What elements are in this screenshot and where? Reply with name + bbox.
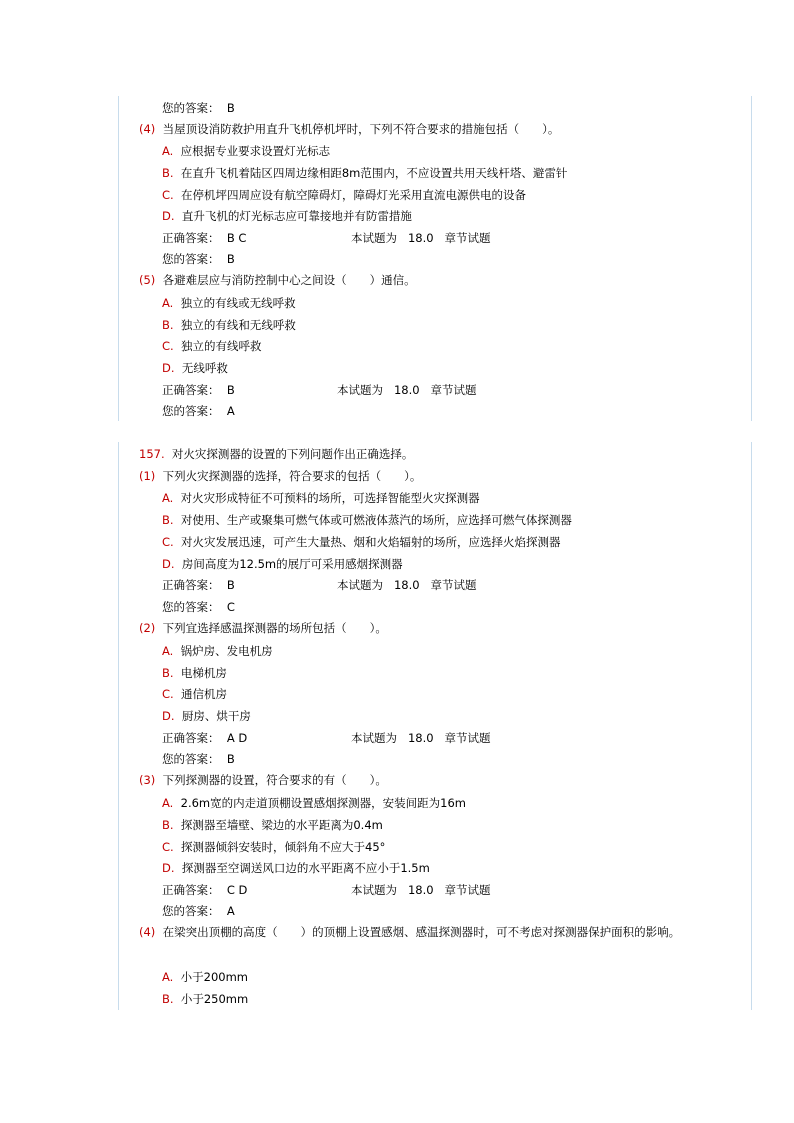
option-text: 对火灾形成特征不可预料的场所，可选择智能型火灾探测器 bbox=[180, 491, 480, 505]
correct-answer-value: B bbox=[226, 578, 235, 592]
question-text: 下列探测器的设置，符合要求的有（ ）。 bbox=[162, 773, 387, 787]
option-letter: C. bbox=[162, 687, 174, 701]
option-letter: A. bbox=[162, 491, 174, 505]
option-letter: D. bbox=[162, 861, 175, 875]
chapter-label: 章节试题 bbox=[430, 383, 477, 397]
option-text: 厨房、烘干房 bbox=[181, 709, 251, 723]
option-a bbox=[162, 795, 466, 811]
option-letter: B. bbox=[162, 992, 174, 1006]
score-value: 18.0 bbox=[407, 231, 434, 245]
question-2 bbox=[139, 620, 387, 636]
option-d bbox=[162, 208, 412, 224]
option-letter: D. bbox=[162, 209, 175, 223]
option-d bbox=[162, 556, 403, 572]
question-number: (4) bbox=[139, 122, 156, 136]
correct-answer-row bbox=[162, 382, 235, 398]
option-d bbox=[162, 360, 228, 376]
question-number: (2) bbox=[139, 621, 156, 635]
option-b bbox=[162, 817, 383, 833]
option-text: 2.6m宽的内走道顶棚设置感烟探测器，安装间距为16m bbox=[180, 796, 466, 810]
score-label: 本试题为 bbox=[351, 883, 397, 897]
option-a bbox=[162, 490, 480, 506]
chapter-label: 章节试题 bbox=[444, 731, 491, 745]
question-text: 下列宜选择感温探测器的场所包括（ ）。 bbox=[162, 621, 387, 635]
option-letter: A. bbox=[162, 144, 174, 158]
option-letter: B. bbox=[162, 666, 174, 680]
your-answer-label: 您的答案： bbox=[162, 600, 220, 614]
your-answer-value: C bbox=[226, 600, 235, 614]
score-value: 18.0 bbox=[393, 578, 420, 592]
option-c bbox=[162, 338, 262, 354]
option-letter: C. bbox=[162, 188, 174, 202]
option-b bbox=[162, 317, 296, 333]
chapter-label: 章节试题 bbox=[444, 883, 491, 897]
correct-answer-label: 正确答案： bbox=[162, 731, 220, 745]
option-text: 对火灾发展迅速，可产生大量热、烟和火焰辐射的场所，应选择火焰探测器 bbox=[181, 535, 561, 549]
option-c bbox=[162, 686, 227, 702]
correct-answer-row bbox=[162, 577, 235, 593]
correct-answer-label: 正确答案： bbox=[162, 231, 220, 245]
question-3 bbox=[139, 772, 387, 788]
option-letter: A. bbox=[162, 970, 174, 984]
question-text: 在梁突出顶棚的高度（ ）的顶棚上设置感烟、感温探测器时，可不考虑对探测器保护面积的影响。 bbox=[162, 925, 681, 939]
your-answer-label: 您的答案： bbox=[162, 752, 220, 766]
question-group-text: 对火灾探测器的设置的下列问题作出正确选择。 bbox=[171, 447, 414, 461]
option-text: 在停机坪四周应设有航空障碍灯，障碍灯光采用直流电源供电的设备 bbox=[181, 188, 526, 202]
question-text: 下列火灾探测器的选择，符合要求的包括（ ）。 bbox=[162, 469, 422, 483]
your-answer-row bbox=[162, 751, 235, 767]
correct-answer-value: B bbox=[226, 383, 235, 397]
option-letter: D. bbox=[162, 557, 175, 571]
option-letter: A. bbox=[162, 644, 174, 658]
option-text: 无线呼救 bbox=[181, 361, 228, 375]
option-b bbox=[162, 512, 572, 528]
option-letter: D. bbox=[162, 709, 175, 723]
correct-answer-row bbox=[162, 730, 247, 746]
score-row bbox=[337, 577, 477, 593]
option-text: 在直升飞机着陆区四周边缘相距8m范围内，不应设置共用天线杆塔、避雷针 bbox=[180, 166, 568, 180]
option-text: 直升飞机的灯光标志应可靠接地并有防雷措施 bbox=[181, 209, 412, 223]
option-a bbox=[162, 643, 273, 659]
option-c bbox=[162, 839, 385, 855]
option-text: 独立的有线或无线呼救 bbox=[180, 296, 296, 310]
option-letter: C. bbox=[162, 535, 174, 549]
your-answer-label: 您的答案： bbox=[162, 404, 220, 418]
score-row bbox=[351, 730, 491, 746]
correct-answer-label: 正确答案： bbox=[162, 578, 220, 592]
option-text: 应根据专业要求设置灯光标志 bbox=[180, 144, 331, 158]
option-d bbox=[162, 860, 430, 876]
option-a bbox=[162, 143, 330, 159]
score-label: 本试题为 bbox=[351, 731, 397, 745]
option-text: 小于250mm bbox=[180, 992, 249, 1006]
option-letter: A. bbox=[162, 796, 174, 810]
option-text: 对使用、生产或聚集可燃气体或可燃液体蒸汽的场所，应选择可燃气体探测器 bbox=[180, 513, 572, 527]
question-4 bbox=[139, 121, 559, 137]
option-a bbox=[162, 295, 296, 311]
option-text: 独立的有线呼救 bbox=[181, 339, 262, 353]
your-answer-value: B bbox=[226, 252, 235, 266]
your-answer-label: 您的答案： bbox=[162, 904, 220, 918]
option-letter: B. bbox=[162, 318, 174, 332]
score-label: 本试题为 bbox=[337, 383, 383, 397]
your-answer-value: B bbox=[226, 752, 235, 766]
question-text: 各避难层应与消防控制中心之间设（ ）通信。 bbox=[162, 273, 416, 287]
your-answer-value: A bbox=[226, 404, 235, 418]
score-row bbox=[351, 230, 491, 246]
your-answer-value: B bbox=[226, 101, 235, 115]
option-c bbox=[162, 534, 561, 550]
option-text: 通信机房 bbox=[181, 687, 227, 701]
question-panel-2 bbox=[118, 442, 752, 1010]
option-letter: D. bbox=[162, 361, 175, 375]
option-b bbox=[162, 665, 227, 681]
question-group-number: 157. bbox=[139, 447, 165, 461]
option-text: 锅炉房、发电机房 bbox=[180, 644, 273, 658]
correct-answer-row bbox=[162, 882, 247, 898]
question-number: (3) bbox=[139, 773, 156, 787]
correct-answer-value: B C bbox=[226, 231, 247, 245]
question-4 bbox=[139, 922, 739, 943]
your-answer-label: 您的答案： bbox=[162, 101, 220, 115]
option-text: 探测器倾斜安装时，倾斜角不应大于45° bbox=[181, 840, 386, 854]
question-1 bbox=[139, 468, 421, 484]
score-row bbox=[337, 382, 477, 398]
score-row bbox=[351, 882, 491, 898]
option-letter: A. bbox=[162, 296, 174, 310]
option-letter: C. bbox=[162, 840, 174, 854]
option-d bbox=[162, 708, 251, 724]
correct-answer-value: C D bbox=[226, 883, 248, 897]
your-answer-row bbox=[162, 251, 235, 267]
option-b bbox=[162, 991, 248, 1007]
question-text: 当屋顶设消防救护用直升飞机停机坪时，下列不符合要求的措施包括（ ）。 bbox=[162, 122, 560, 136]
correct-answer-row bbox=[162, 230, 246, 246]
question-number: (4) bbox=[139, 925, 156, 939]
question-5 bbox=[139, 272, 416, 288]
question-number: (5) bbox=[139, 273, 156, 287]
option-c bbox=[162, 187, 526, 203]
question-group-heading bbox=[139, 446, 413, 462]
score-label: 本试题为 bbox=[337, 578, 383, 592]
chapter-label: 章节试题 bbox=[444, 231, 491, 245]
chapter-label: 章节试题 bbox=[430, 578, 477, 592]
score-value: 18.0 bbox=[393, 383, 420, 397]
question-number: (1) bbox=[139, 469, 156, 483]
your-answer-value: A bbox=[226, 904, 235, 918]
option-b bbox=[162, 165, 567, 181]
option-text: 探测器至墙壁、梁边的水平距离为0.4m bbox=[180, 818, 383, 832]
option-letter: B. bbox=[162, 513, 174, 527]
your-answer-row bbox=[162, 403, 235, 419]
correct-answer-value: A D bbox=[226, 731, 248, 745]
option-letter: B. bbox=[162, 818, 174, 832]
your-answer-label: 您的答案： bbox=[162, 252, 220, 266]
your-answer-row bbox=[162, 599, 235, 615]
correct-answer-label: 正确答案： bbox=[162, 383, 220, 397]
your-answer-row bbox=[162, 903, 235, 919]
score-value: 18.0 bbox=[407, 883, 434, 897]
score-value: 18.0 bbox=[407, 731, 434, 745]
option-text: 电梯机房 bbox=[180, 666, 227, 680]
option-text: 房间高度为12.5m的展厅可采用感烟探测器 bbox=[181, 557, 403, 571]
option-text: 小于200mm bbox=[180, 970, 248, 984]
question-panel-1 bbox=[118, 96, 752, 421]
option-text: 独立的有线和无线呼救 bbox=[180, 318, 296, 332]
option-a bbox=[162, 969, 248, 985]
prev-answer-row bbox=[162, 100, 235, 116]
option-letter: B. bbox=[162, 166, 174, 180]
score-label: 本试题为 bbox=[351, 231, 397, 245]
option-letter: C. bbox=[162, 339, 174, 353]
correct-answer-label: 正确答案： bbox=[162, 883, 220, 897]
option-text: 探测器至空调送风口边的水平距离不应小于1.5m bbox=[181, 861, 430, 875]
